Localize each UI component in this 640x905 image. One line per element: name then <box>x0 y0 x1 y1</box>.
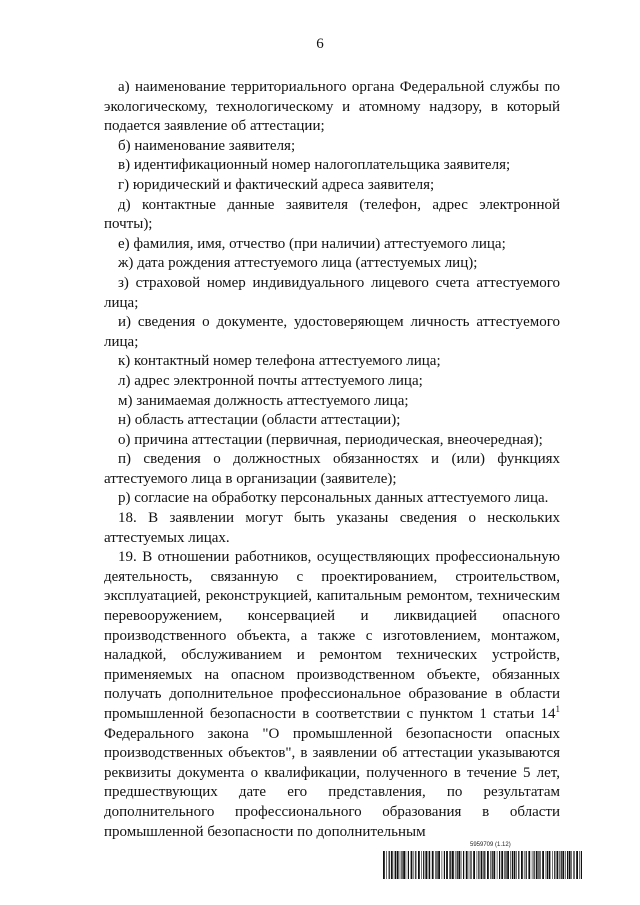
item-i: и) сведения о документе, удостоверяющем личность аттестуемого лица; <box>104 314 560 350</box>
item-a: а) наименование территориального органа Федеральной службы по экологическому, технологическому и атомному надзору, в который подается заявление об аттестации; <box>104 79 560 135</box>
item-z: з) страховой номер индивидуального лицевого счета аттестуемого лица; <box>104 274 560 311</box>
item-p: п) сведения о должностных обязанностях и (или) функциях аттестуемого лица в организации (заявителе); <box>104 451 560 487</box>
page-number: 6 <box>316 36 324 52</box>
barcode <box>383 851 583 879</box>
clause-19-text-b: Федерального закона "О промышленной безопасности опасных производственных объектов", в заявлении об аттестации указываются реквизиты документа о квалификации, полученного в течение 5 лет, предшествующих дате его представления, по результатам дополнительного профессионального образования в области промышленной безопасности по дополнительным <box>104 725 560 840</box>
clause-19-superscript: 1 <box>555 704 560 714</box>
item-g: г) юридический и фактический адреса заявителя; <box>118 176 435 193</box>
clause-19 <box>104 548 560 842</box>
item-e: е) фамилия, имя, отчество (при наличии) аттестуемого лица; <box>118 235 506 252</box>
item-v: в) идентификационный номер налогоплательщика заявителя; <box>118 157 511 174</box>
document-code: 5959709 (1.12) <box>470 842 511 848</box>
item-l: л) адрес электронной почты аттестуемого лица; <box>118 372 423 389</box>
item-d: д) контактные данные заявителя (телефон, адрес электронной почты); <box>104 196 560 233</box>
clause-19-text-a: 19. В отношении работников, осуществляющих профессиональную деятельность, связанную с проектированием, строительством, эксплуатацией, реконструкцией, капитальным ремонтом, техническим перевооружением, консервацией и ликвидацией опасного производственного объекта, а также с изготовлением, монтажом, наладкой, обслуживанием и ремонтом технических устройств, применяемых на опасном производственном объекте, обязанных получать дополнительное профессиональное образование в области промышленной безопасности в соответствии с пунктом 1 статьи 14 <box>104 549 560 722</box>
item-o: о) причина аттестации (первичная, периодическая, внеочередная); <box>118 431 543 448</box>
item-b: б) наименование заявителя; <box>118 137 296 154</box>
item-n: н) область аттестации (области аттестации); <box>118 412 401 429</box>
item-m: м) занимаемая должность аттестуемого лица; <box>118 392 409 409</box>
document-body <box>104 78 560 842</box>
item-zh: ж) дата рождения аттестуемого лица (аттестуемых лиц); <box>118 255 478 272</box>
item-r: р) согласие на обработку персональных данных аттестуемого лица. <box>118 490 549 507</box>
item-k: к) контактный номер телефона аттестуемого лица; <box>118 353 441 370</box>
clause-18: 18. В заявлении могут быть указаны сведения о нескольких аттестуемых лицах. <box>104 510 560 546</box>
